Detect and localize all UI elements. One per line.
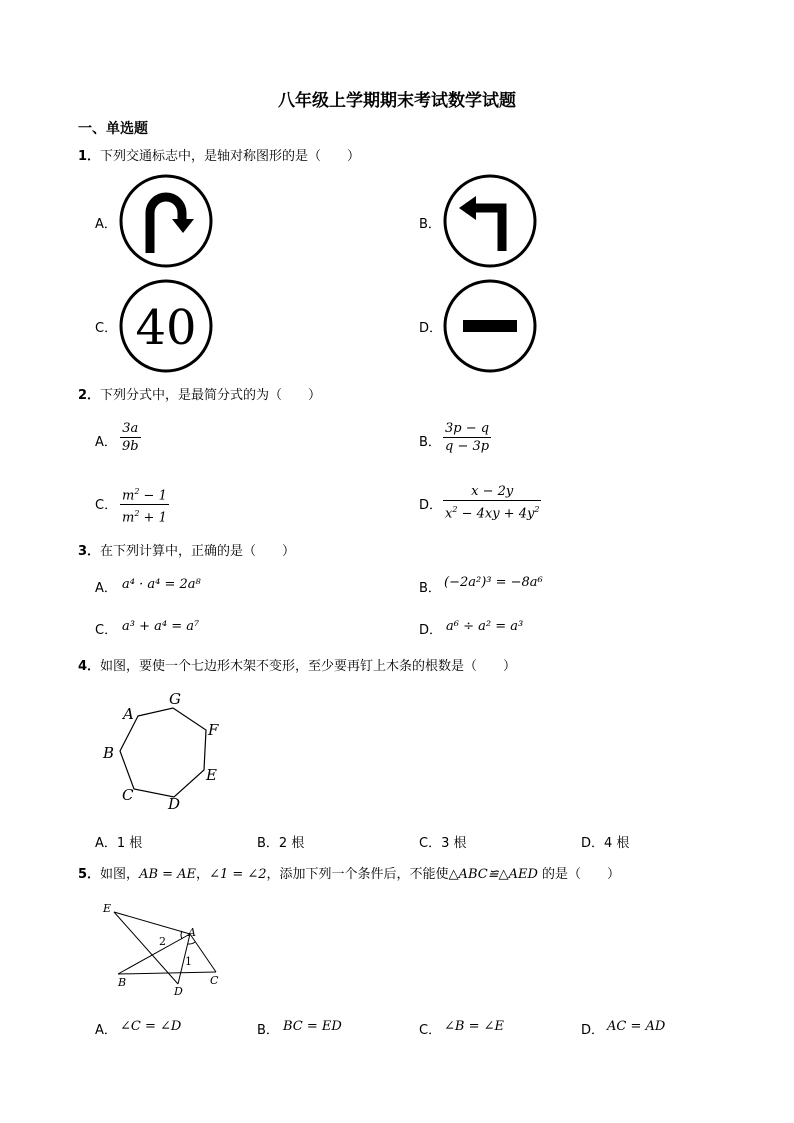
denominator: 9b: [122, 439, 139, 454]
denominator: q − 3p: [445, 439, 490, 454]
condition-2: ∠1 = ∠2: [209, 867, 267, 882]
option-d-expression: AC = AD: [607, 1019, 666, 1034]
condition-1: AB = AE: [139, 867, 197, 882]
denominator: $m^2 + 1$: [122, 509, 167, 526]
option-c-expression: a³ + a⁴ = a⁷: [122, 619, 200, 634]
vertex-label-g: G: [169, 690, 181, 708]
option-label-c: C．: [95, 498, 118, 513]
option-label-a: A．: [95, 435, 117, 450]
question-text: 在下列计算中，正确的是（ ）: [100, 544, 296, 559]
vertex-label-d: D: [168, 795, 181, 813]
option-label-b: B．: [257, 1023, 279, 1038]
option-d-expression: a⁶ ÷ a² = a³: [446, 619, 524, 634]
question-3: [78, 540, 295, 559]
option-a: A．1 根: [95, 836, 143, 851]
numerator: $m^2 - 1$: [120, 483, 169, 505]
u-turn-sign-icon: [118, 173, 214, 269]
vertex-label-f: F: [208, 721, 219, 739]
question-number: 4．: [78, 659, 101, 674]
option-b: B．2 根: [257, 836, 305, 851]
page-title: 八年级上学期期末考试数学试题: [278, 91, 516, 111]
numerator: x − 2y: [443, 483, 541, 501]
question-text: 如图，要使一个七边形木架不变形，至少要再钉上木条的根数是（ ）: [100, 659, 517, 674]
option-label-b: B．: [419, 217, 441, 232]
option-label-d: D．: [419, 623, 443, 638]
question-2: [78, 384, 321, 403]
point-label-e: E: [103, 902, 112, 915]
no-entry-sign-icon: [442, 278, 538, 374]
question-number: 2．: [78, 388, 101, 403]
fraction-a: [120, 420, 141, 455]
fraction-d: [443, 483, 541, 522]
question-number: 5．: [78, 867, 101, 882]
triangle-figure: [98, 898, 228, 1003]
question-number: 3．: [78, 544, 101, 559]
question-5: 5．如图，AB = AE，∠1 = ∠2，添加下列一个条件后，不能使△ABC≌△AED 的是（ ）: [78, 867, 621, 882]
fraction-b: [443, 420, 491, 455]
option-label-c: C．: [95, 623, 118, 638]
option-label-c: C．: [419, 1023, 442, 1038]
option-label-d: D．: [419, 321, 443, 336]
option-a-expression: ∠C = ∠D: [120, 1019, 182, 1034]
point-label-b: B: [118, 976, 127, 989]
point-label-a: A: [188, 926, 196, 939]
vertex-label-e: E: [206, 766, 217, 784]
question-4: [78, 655, 516, 674]
question-text: 下列分式中，是最简分式的为（ ）: [100, 388, 322, 403]
option-d: D．4 根: [581, 836, 630, 851]
option-b-expression: (−2a²)³ = −8a⁶: [444, 575, 543, 590]
option-label-a: A．: [95, 1023, 117, 1038]
angle-label-1: 1: [185, 955, 192, 968]
numerator: 3a: [120, 420, 141, 438]
option-b-expression: BC = ED: [283, 1019, 342, 1034]
option-c-expression: ∠B = ∠E: [444, 1019, 504, 1034]
point-label-c: C: [210, 974, 219, 987]
denominator: $x^2 - 4xy + 4y^2$: [445, 505, 540, 522]
vertex-label-c: C: [122, 786, 134, 804]
speed-limit-number: 40: [135, 300, 197, 356]
numerator: 3p − q: [445, 421, 490, 436]
question-number: 1．: [78, 149, 101, 164]
option-label-b: B．: [419, 581, 441, 596]
fraction-c: [120, 483, 169, 527]
vertex-label-a: A: [123, 705, 134, 723]
congruence-statement: △ABC≌△AED: [448, 867, 538, 882]
option-label-b: B．: [419, 435, 441, 450]
question-text: 下列交通标志中，是轴对称图形的是（ ）: [100, 149, 361, 164]
option-label-d: D．: [581, 1023, 605, 1038]
option-label-a: A．: [95, 217, 117, 232]
option-a-expression: a⁴ · a⁴ = 2a⁸: [122, 577, 201, 592]
point-label-d: D: [174, 985, 183, 998]
option-label-c: C．: [95, 321, 118, 336]
vertex-label-b: B: [103, 744, 115, 762]
option-label-d: D．: [419, 498, 443, 513]
angle-label-2: 2: [159, 935, 166, 948]
heptagon-figure: [96, 685, 236, 820]
option-c: C．3 根: [419, 836, 467, 851]
option-label-a: A．: [95, 581, 117, 596]
speed-limit-sign-icon: [118, 278, 214, 374]
section-heading: 一、单选题: [78, 121, 148, 137]
left-turn-sign-icon: [442, 173, 538, 269]
question-1: [78, 145, 360, 164]
